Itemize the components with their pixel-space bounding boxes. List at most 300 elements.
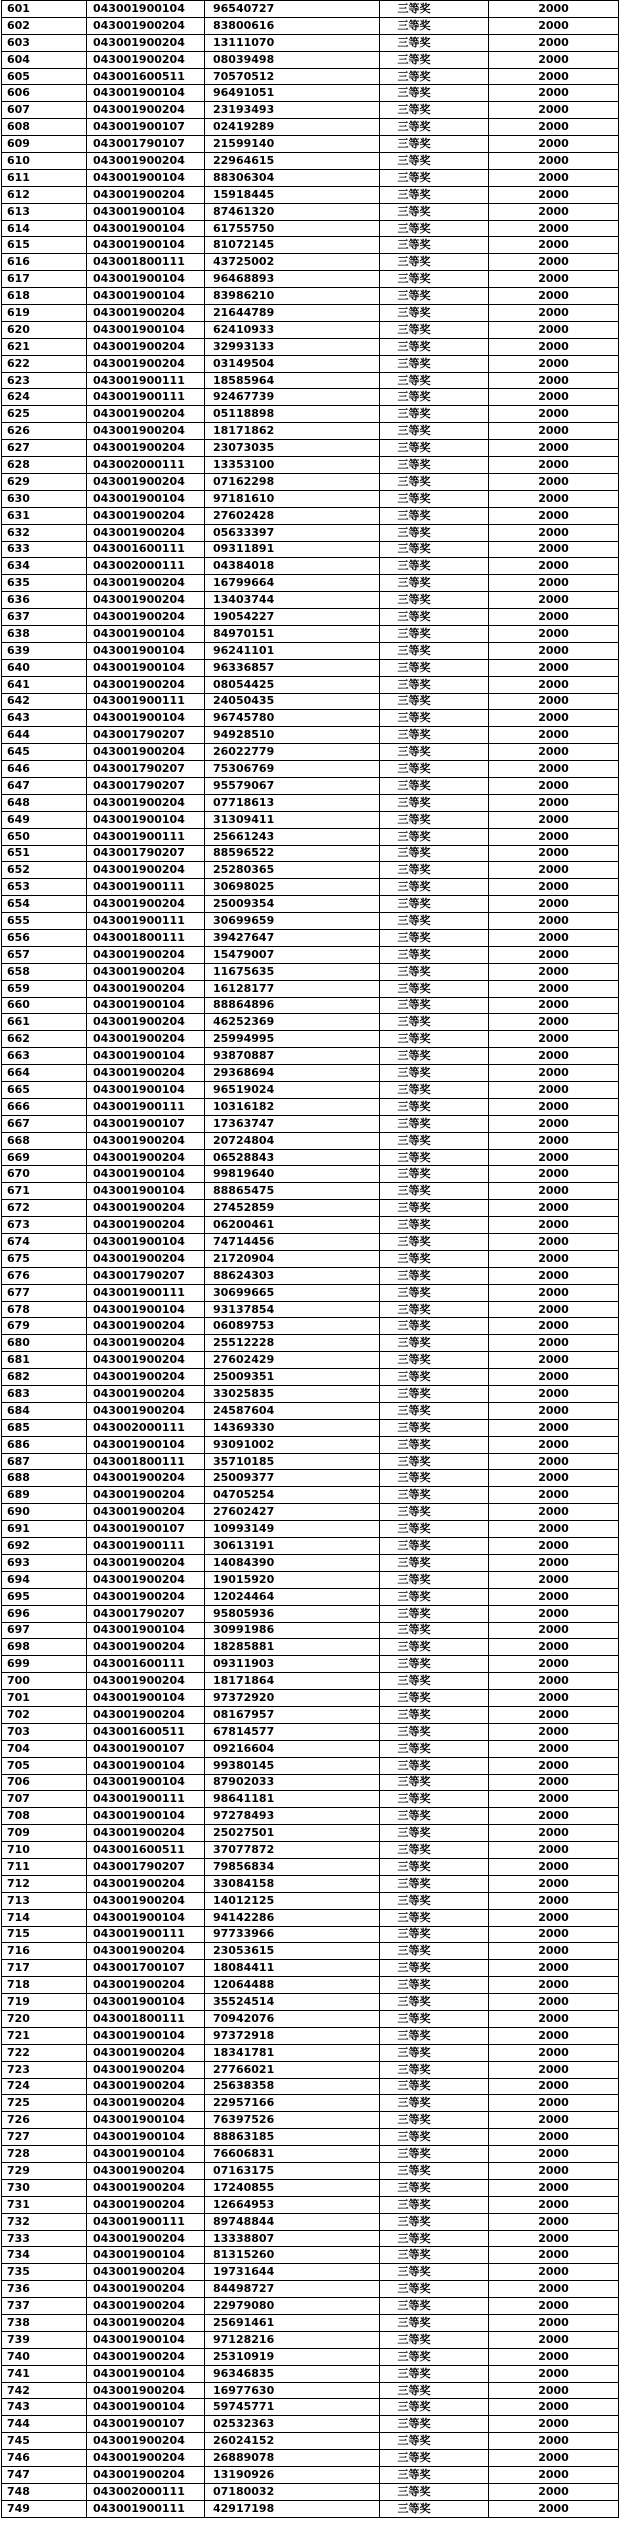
prize-level-cell: 三等奖: [380, 17, 489, 34]
serial-number-cell: 685: [2, 1419, 87, 1436]
prize-level-cell: 三等奖: [380, 406, 489, 423]
station-code-cell: 043001900111: [87, 828, 205, 845]
table-row: [2, 1386, 619, 1403]
prize-amount-cell: 2000: [489, 1082, 619, 1099]
station-code-cell: 043001900204: [87, 1943, 205, 1960]
prize-amount-cell: 2000: [489, 2416, 619, 2433]
prize-amount-cell: 2000: [489, 558, 619, 575]
prize-amount-cell: 2000: [489, 169, 619, 186]
table-row: [2, 997, 619, 1014]
station-code-cell: 043001900104: [87, 1774, 205, 1791]
table-row: [2, 1960, 619, 1977]
station-code-cell: 043001900104: [87, 1082, 205, 1099]
prize-amount-cell: 2000: [489, 338, 619, 355]
ticket-number-cell: 26024152: [205, 2433, 380, 2450]
ticket-number-cell: 93091002: [205, 1436, 380, 1453]
table-row: [2, 1200, 619, 1217]
serial-number-cell: 689: [2, 1487, 87, 1504]
serial-number-cell: 647: [2, 777, 87, 794]
serial-number-cell: 627: [2, 440, 87, 457]
prize-amount-cell: 2000: [489, 2365, 619, 2382]
prize-amount-cell: 2000: [489, 1892, 619, 1909]
prize-level-cell: 三等奖: [380, 1740, 489, 1757]
table-row: [2, 1149, 619, 1166]
prize-amount-cell: 2000: [489, 862, 619, 879]
station-code-cell: 043001900107: [87, 1115, 205, 1132]
serial-number-cell: 682: [2, 1369, 87, 1386]
table-row: [2, 659, 619, 676]
station-code-cell: 043001790207: [87, 1267, 205, 1284]
table-row: [2, 51, 619, 68]
table-row: [2, 761, 619, 778]
serial-number-cell: 742: [2, 2382, 87, 2399]
prize-amount-cell: 2000: [489, 1335, 619, 1352]
station-code-cell: 043001900204: [87, 1318, 205, 1335]
prize-amount-cell: 2000: [489, 321, 619, 338]
prize-level-cell: 三等奖: [380, 1825, 489, 1842]
ticket-number-cell: 07162298: [205, 473, 380, 490]
prize-amount-cell: 2000: [489, 1352, 619, 1369]
ticket-number-cell: 08054425: [205, 676, 380, 693]
serial-number-cell: 651: [2, 845, 87, 862]
table-row: [2, 1115, 619, 1132]
table-row: [2, 305, 619, 322]
ticket-number-cell: 18171862: [205, 423, 380, 440]
ticket-number-cell: 14369330: [205, 1419, 380, 1436]
prize-level-cell: 三等奖: [380, 1571, 489, 1588]
station-code-cell: 043001900204: [87, 17, 205, 34]
prize-level-cell: 三等奖: [380, 980, 489, 997]
serial-number-cell: 625: [2, 406, 87, 423]
table-row: [2, 2348, 619, 2365]
table-row: [2, 1234, 619, 1251]
prize-level-cell: 三等奖: [380, 1723, 489, 1740]
station-code-cell: 043001900204: [87, 2298, 205, 2315]
prize-amount-cell: 2000: [489, 811, 619, 828]
station-code-cell: 043001900204: [87, 2230, 205, 2247]
table-row: [2, 744, 619, 761]
table-row: [2, 1926, 619, 1943]
prize-amount-cell: 2000: [489, 777, 619, 794]
prize-amount-cell: 2000: [489, 896, 619, 913]
ticket-number-cell: 75306769: [205, 761, 380, 778]
table-row: [2, 896, 619, 913]
table-row: [2, 102, 619, 119]
serial-number-cell: 659: [2, 980, 87, 997]
station-code-cell: 043001900204: [87, 2315, 205, 2332]
station-code-cell: 043001900104: [87, 220, 205, 237]
prize-level-cell: 三等奖: [380, 2078, 489, 2095]
prize-level-cell: 三等奖: [380, 761, 489, 778]
serial-number-cell: 622: [2, 355, 87, 372]
table-row: [2, 237, 619, 254]
ticket-number-cell: 02419289: [205, 119, 380, 136]
serial-number-cell: 710: [2, 1842, 87, 1859]
ticket-number-cell: 24050435: [205, 693, 380, 710]
table-row: [2, 1098, 619, 1115]
prize-amount-cell: 2000: [489, 1, 619, 18]
ticket-number-cell: 30613191: [205, 1538, 380, 1555]
prize-level-cell: 三等奖: [380, 1098, 489, 1115]
serial-number-cell: 719: [2, 1994, 87, 2011]
station-code-cell: 043001900111: [87, 2500, 205, 2517]
serial-number-cell: 669: [2, 1149, 87, 1166]
ticket-number-cell: 96540727: [205, 1, 380, 18]
station-code-cell: 043001900111: [87, 913, 205, 930]
prize-amount-cell: 2000: [489, 1943, 619, 1960]
prize-level-cell: 三等奖: [380, 2433, 489, 2450]
ticket-number-cell: 22979080: [205, 2298, 380, 2315]
prize-level-cell: 三等奖: [380, 1588, 489, 1605]
prize-amount-cell: 2000: [489, 1774, 619, 1791]
station-code-cell: 043001900104: [87, 1048, 205, 1065]
station-code-cell: 043001900204: [87, 744, 205, 761]
serial-number-cell: 609: [2, 136, 87, 153]
prize-amount-cell: 2000: [489, 2027, 619, 2044]
station-code-cell: 043001790207: [87, 1858, 205, 1875]
serial-number-cell: 701: [2, 1690, 87, 1707]
table-row: [2, 794, 619, 811]
station-code-cell: 043001900204: [87, 2196, 205, 2213]
ticket-number-cell: 18084411: [205, 1960, 380, 1977]
prize-amount-cell: 2000: [489, 51, 619, 68]
station-code-cell: 043001900111: [87, 389, 205, 406]
table-row: [2, 473, 619, 490]
prize-amount-cell: 2000: [489, 1926, 619, 1943]
prize-level-cell: 三等奖: [380, 777, 489, 794]
table-row: [2, 1521, 619, 1538]
station-code-cell: 043001900104: [87, 811, 205, 828]
prize-level-cell: 三等奖: [380, 1250, 489, 1267]
table-row: [2, 17, 619, 34]
ticket-number-cell: 19731644: [205, 2264, 380, 2281]
prize-level-cell: 三等奖: [380, 1234, 489, 1251]
prize-level-cell: 三等奖: [380, 2247, 489, 2264]
prize-level-cell: 三等奖: [380, 2112, 489, 2129]
ticket-number-cell: 96468893: [205, 271, 380, 288]
table-row: [2, 68, 619, 85]
ticket-number-cell: 98641181: [205, 1791, 380, 1808]
station-code-cell: 043001900104: [87, 1909, 205, 1926]
ticket-number-cell: 10316182: [205, 1098, 380, 1115]
prize-amount-cell: 2000: [489, 2044, 619, 2061]
prize-amount-cell: 2000: [489, 440, 619, 457]
prize-level-cell: 三等奖: [380, 794, 489, 811]
serial-number-cell: 612: [2, 186, 87, 203]
serial-number-cell: 688: [2, 1470, 87, 1487]
prize-level-cell: 三等奖: [380, 2213, 489, 2230]
ticket-number-cell: 30699665: [205, 1284, 380, 1301]
ticket-number-cell: 61755750: [205, 220, 380, 237]
prize-level-cell: 三等奖: [380, 1673, 489, 1690]
ticket-number-cell: 19054227: [205, 609, 380, 626]
station-code-cell: 043001900104: [87, 625, 205, 642]
prize-amount-cell: 2000: [489, 288, 619, 305]
serial-number-cell: 683: [2, 1386, 87, 1403]
prize-amount-cell: 2000: [489, 1234, 619, 1251]
table-row: [2, 929, 619, 946]
prize-amount-cell: 2000: [489, 642, 619, 659]
prize-amount-cell: 2000: [489, 2010, 619, 2027]
prize-amount-cell: 2000: [489, 2433, 619, 2450]
ticket-number-cell: 22964615: [205, 153, 380, 170]
station-code-cell: 043001900104: [87, 1757, 205, 1774]
table-row: [2, 2061, 619, 2078]
prize-level-cell: 三等奖: [380, 2264, 489, 2281]
station-code-cell: 043001900204: [87, 1065, 205, 1082]
prize-amount-cell: 2000: [489, 153, 619, 170]
prize-level-cell: 三等奖: [380, 51, 489, 68]
serial-number-cell: 666: [2, 1098, 87, 1115]
station-code-cell: 043001790107: [87, 136, 205, 153]
prize-amount-cell: 2000: [489, 524, 619, 541]
prize-level-cell: 三等奖: [380, 85, 489, 102]
table-row: [2, 1504, 619, 1521]
ticket-number-cell: 33084158: [205, 1875, 380, 1892]
station-code-cell: 043001900204: [87, 2433, 205, 2450]
table-row: [2, 1554, 619, 1571]
serial-number-cell: 738: [2, 2315, 87, 2332]
serial-number-cell: 730: [2, 2179, 87, 2196]
prize-level-cell: 三等奖: [380, 1706, 489, 1723]
table-row: [2, 490, 619, 507]
prize-amount-cell: 2000: [489, 1858, 619, 1875]
prize-amount-cell: 2000: [489, 1875, 619, 1892]
ticket-number-cell: 84970151: [205, 625, 380, 642]
table-row: [2, 592, 619, 609]
table-row: [2, 1825, 619, 1842]
table-row: [2, 625, 619, 642]
prize-amount-cell: 2000: [489, 1132, 619, 1149]
ticket-number-cell: 13403744: [205, 592, 380, 609]
prize-level-cell: 三等奖: [380, 68, 489, 85]
station-code-cell: 043002000111: [87, 1419, 205, 1436]
ticket-number-cell: 37077872: [205, 1842, 380, 1859]
ticket-number-cell: 33025835: [205, 1386, 380, 1403]
ticket-number-cell: 26889078: [205, 2450, 380, 2467]
table-row: [2, 406, 619, 423]
table-row: [2, 1994, 619, 2011]
prize-amount-cell: 2000: [489, 1554, 619, 1571]
ticket-number-cell: 97278493: [205, 1808, 380, 1825]
prize-amount-cell: 2000: [489, 980, 619, 997]
prize-level-cell: 三等奖: [380, 1031, 489, 1048]
prize-amount-cell: 2000: [489, 946, 619, 963]
station-code-cell: 043001900204: [87, 406, 205, 423]
serial-number-cell: 611: [2, 169, 87, 186]
prize-amount-cell: 2000: [489, 389, 619, 406]
station-code-cell: 043001900104: [87, 271, 205, 288]
ticket-number-cell: 23073035: [205, 440, 380, 457]
prize-amount-cell: 2000: [489, 625, 619, 642]
ticket-number-cell: 16977630: [205, 2382, 380, 2399]
prize-amount-cell: 2000: [489, 1217, 619, 1234]
prize-level-cell: 三等奖: [380, 288, 489, 305]
prize-amount-cell: 2000: [489, 17, 619, 34]
prize-amount-cell: 2000: [489, 1673, 619, 1690]
ticket-number-cell: 25280365: [205, 862, 380, 879]
station-code-cell: 043001900204: [87, 592, 205, 609]
table-row: [2, 2416, 619, 2433]
ticket-number-cell: 99819640: [205, 1166, 380, 1183]
serial-number-cell: 737: [2, 2298, 87, 2315]
prize-level-cell: 三等奖: [380, 1774, 489, 1791]
station-code-cell: 043001900111: [87, 1926, 205, 1943]
serial-number-cell: 662: [2, 1031, 87, 1048]
ticket-number-cell: 21720904: [205, 1250, 380, 1267]
prize-level-cell: 三等奖: [380, 693, 489, 710]
ticket-number-cell: 96346835: [205, 2365, 380, 2382]
prize-level-cell: 三等奖: [380, 153, 489, 170]
table-row: [2, 1250, 619, 1267]
prize-level-cell: 三等奖: [380, 710, 489, 727]
station-code-cell: 043001900204: [87, 1014, 205, 1031]
serial-number-cell: 691: [2, 1521, 87, 1538]
table-row: [2, 1757, 619, 1774]
ticket-number-cell: 27602429: [205, 1352, 380, 1369]
prize-level-cell: 三等奖: [380, 1470, 489, 1487]
station-code-cell: 043001900204: [87, 1673, 205, 1690]
station-code-cell: 043001900204: [87, 153, 205, 170]
ticket-number-cell: 25691461: [205, 2315, 380, 2332]
station-code-cell: 043001900111: [87, 693, 205, 710]
ticket-number-cell: 14012125: [205, 1892, 380, 1909]
ticket-number-cell: 16128177: [205, 980, 380, 997]
prize-level-cell: 三等奖: [380, 558, 489, 575]
table-row: [2, 1588, 619, 1605]
table-row: [2, 575, 619, 592]
station-code-cell: 043001900111: [87, 1538, 205, 1555]
prize-amount-cell: 2000: [489, 2078, 619, 2095]
prize-level-cell: 三等奖: [380, 1842, 489, 1859]
prize-level-cell: 三等奖: [380, 946, 489, 963]
table-row: [2, 1656, 619, 1673]
prize-level-cell: 三等奖: [380, 1183, 489, 1200]
prize-amount-cell: 2000: [489, 1453, 619, 1470]
table-row: [2, 845, 619, 862]
ticket-number-cell: 83986210: [205, 288, 380, 305]
table-row: [2, 2483, 619, 2500]
prize-level-cell: 三等奖: [380, 1217, 489, 1234]
table-row: [2, 2264, 619, 2281]
serial-number-cell: 623: [2, 372, 87, 389]
ticket-number-cell: 10993149: [205, 1521, 380, 1538]
station-code-cell: 043001900104: [87, 2112, 205, 2129]
station-code-cell: 043001900204: [87, 1250, 205, 1267]
ticket-number-cell: 88596522: [205, 845, 380, 862]
prize-amount-cell: 2000: [489, 2467, 619, 2484]
station-code-cell: 043001600111: [87, 1656, 205, 1673]
prize-amount-cell: 2000: [489, 2213, 619, 2230]
serial-number-cell: 671: [2, 1183, 87, 1200]
prize-level-cell: 三等奖: [380, 1909, 489, 1926]
prize-level-cell: 三等奖: [380, 1791, 489, 1808]
station-code-cell: 043001900104: [87, 2247, 205, 2264]
prize-level-cell: 三等奖: [380, 2483, 489, 2500]
prize-level-cell: 三等奖: [380, 1554, 489, 1571]
ticket-number-cell: 96745780: [205, 710, 380, 727]
station-code-cell: 043001900204: [87, 2281, 205, 2298]
prize-amount-cell: 2000: [489, 1386, 619, 1403]
ticket-number-cell: 25661243: [205, 828, 380, 845]
ticket-number-cell: 25009354: [205, 896, 380, 913]
table-row: [2, 913, 619, 930]
table-row: [2, 1538, 619, 1555]
table-row: [2, 2433, 619, 2450]
prize-level-cell: 三等奖: [380, 2298, 489, 2315]
serial-number-cell: 640: [2, 659, 87, 676]
table-row: [2, 1875, 619, 1892]
station-code-cell: 043001900204: [87, 963, 205, 980]
prize-amount-cell: 2000: [489, 1487, 619, 1504]
station-code-cell: 043001900204: [87, 1571, 205, 1588]
ticket-number-cell: 76397526: [205, 2112, 380, 2129]
ticket-number-cell: 97372918: [205, 2027, 380, 2044]
serial-number-cell: 610: [2, 153, 87, 170]
serial-number-cell: 656: [2, 929, 87, 946]
ticket-number-cell: 07718613: [205, 794, 380, 811]
ticket-number-cell: 95579067: [205, 777, 380, 794]
ticket-number-cell: 13353100: [205, 457, 380, 474]
station-code-cell: 043001900104: [87, 2027, 205, 2044]
table-row: [2, 1301, 619, 1318]
serial-number-cell: 745: [2, 2433, 87, 2450]
station-code-cell: 043001790207: [87, 761, 205, 778]
prize-winners-table: [1, 0, 619, 2518]
prize-amount-cell: 2000: [489, 1115, 619, 1132]
prize-amount-cell: 2000: [489, 1723, 619, 1740]
table-row: [2, 136, 619, 153]
prize-level-cell: 三等奖: [380, 1690, 489, 1707]
ticket-number-cell: 88624303: [205, 1267, 380, 1284]
serial-number-cell: 709: [2, 1825, 87, 1842]
prize-amount-cell: 2000: [489, 1166, 619, 1183]
station-code-cell: 043001900104: [87, 321, 205, 338]
prize-amount-cell: 2000: [489, 2179, 619, 2196]
prize-level-cell: 三等奖: [380, 2416, 489, 2433]
station-code-cell: 043001900204: [87, 2078, 205, 2095]
table-row: [2, 541, 619, 558]
serial-number-cell: 678: [2, 1301, 87, 1318]
serial-number-cell: 644: [2, 727, 87, 744]
station-code-cell: 043002000111: [87, 2483, 205, 2500]
station-code-cell: 043001900204: [87, 1706, 205, 1723]
ticket-number-cell: 24587604: [205, 1402, 380, 1419]
prize-level-cell: 三等奖: [380, 1402, 489, 1419]
ticket-number-cell: 09311891: [205, 541, 380, 558]
prize-level-cell: 三等奖: [380, 997, 489, 1014]
station-code-cell: 043001600511: [87, 1842, 205, 1859]
ticket-number-cell: 30991986: [205, 1622, 380, 1639]
table-row: [2, 186, 619, 203]
ticket-number-cell: 25009377: [205, 1470, 380, 1487]
prize-amount-cell: 2000: [489, 1200, 619, 1217]
table-row: [2, 1436, 619, 1453]
station-code-cell: 043001900204: [87, 2044, 205, 2061]
prize-amount-cell: 2000: [489, 693, 619, 710]
ticket-number-cell: 97733966: [205, 1926, 380, 1943]
station-code-cell: 043002000111: [87, 558, 205, 575]
prize-level-cell: 三等奖: [380, 1115, 489, 1132]
prize-level-cell: 三等奖: [380, 1943, 489, 1960]
prize-level-cell: 三等奖: [380, 1318, 489, 1335]
serial-number-cell: 614: [2, 220, 87, 237]
ticket-number-cell: 23053615: [205, 1943, 380, 1960]
prize-level-cell: 三等奖: [380, 507, 489, 524]
serial-number-cell: 734: [2, 2247, 87, 2264]
serial-number-cell: 681: [2, 1352, 87, 1369]
prize-level-cell: 三等奖: [380, 2095, 489, 2112]
